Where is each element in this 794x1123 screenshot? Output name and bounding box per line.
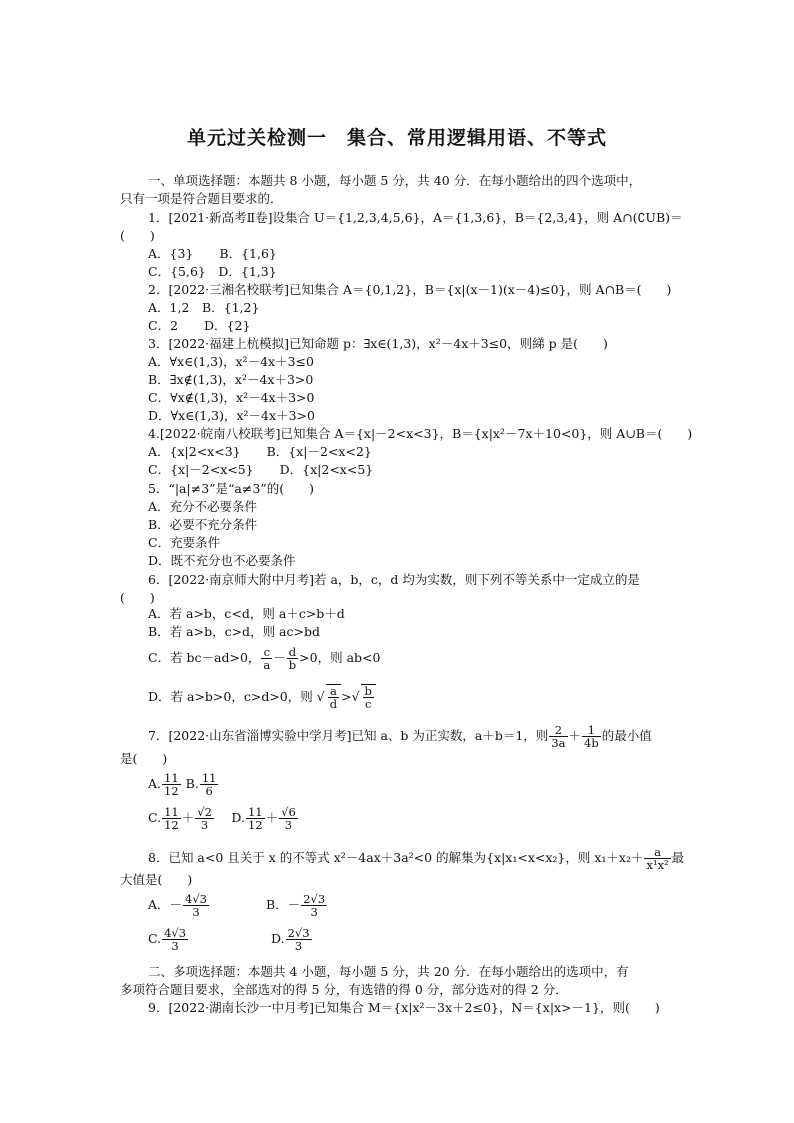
fraction-c-over-a: $\frac{c}{a}$	[263, 645, 271, 672]
q6-paren: ( )	[120, 590, 155, 605]
q7-options-cd	[148, 806, 708, 831]
q6-option-a: A．若 a>b，c<d，则 a＋c>b＋d	[148, 606, 345, 621]
section2-intro: 二、多项选择题：本题共 4 小题，每小题 5 分，共 20 分．在每小题给出的选项中，有	[148, 964, 629, 979]
q1-option-a: A．{3}	[148, 246, 194, 261]
q8-option-b: B．－ $\frac{2√3}{3}$	[265, 892, 326, 919]
q7-option-d: D. $\frac{11}{12}$ ＋ $\frac{√6}{3}$	[231, 805, 296, 832]
section1-intro-cont: 只有一项是符合题目要求的．	[120, 191, 283, 206]
page-title: 单元过关检测一 集合、常用逻辑用语、不等式	[186, 127, 607, 149]
q2-option-b: B．{1,2}	[201, 300, 260, 315]
q8-stem: 8．已知 a<0 且关于 x 的不等式 x²－4ax＋3a²<0 的解集为{x|x₁<x<x₂}，则 x₁＋x₂＋ $\frac{a}{\text{x¹x²}}$ 最	[148, 845, 685, 872]
section1-intro: 一、单项选择题：本题共 8 小题，每小题 5 分，共 40 分．在每小题给出的四个选项中，	[148, 173, 642, 188]
q6-option-b: B．若 a>b，c>d，则 ac>bd	[148, 624, 320, 639]
q4-options-cd	[148, 462, 708, 478]
q4-option-d: D．{x|2<x<5}	[279, 462, 374, 477]
q5-stem: 5．“|a|≠3”是“a≠3”的( )	[148, 481, 314, 496]
fraction-1-over-4b: $\frac{1}{4b}$	[584, 723, 599, 750]
q7-options-ab	[148, 772, 708, 797]
q1-stem: 1．[2021·新高考Ⅱ卷]设集合 U＝{1,2,3,4,5,6}，A＝{1,3,6}，B＝{2,3,4}，则 A∩(∁UB)＝	[148, 210, 683, 225]
q1-option-b: B．{1,6}	[219, 246, 277, 261]
q2-options-cd	[148, 318, 708, 334]
q8-options-cd	[148, 927, 708, 952]
q1-paren: ( )	[120, 228, 155, 243]
q5-option-b: B．必要不充分条件	[148, 517, 258, 532]
q8-options-ab	[148, 893, 708, 918]
sqrt-icon: √	[351, 689, 360, 704]
q3-stem: 3．[2022·福建上杭模拟]已知命题 p：∃x∈(1,3)，x²－4x＋3≤0，则綈 p 是( )	[148, 336, 608, 351]
q2-options-ab	[148, 300, 708, 316]
q7-stem-cont: 是( )	[120, 751, 168, 766]
section2-intro-cont: 多项符合题目要求，全部选对的得 5 分，有选错的得 0 分，部分选对的得 2 分．	[120, 982, 568, 997]
q3-option-c: C．∀x∉(1,3)，x²－4x＋3>0	[148, 390, 315, 405]
q6-option-d: D．若 a>b>0，c>d>0，则 √ $\frac{a}{d}$ >√ $\frac{b}{c}$	[148, 684, 708, 710]
q3-option-b: B．∃x∉(1,3)，x²－4x＋3>0	[148, 372, 314, 387]
q8-option-d: D. $\frac{2√3}{3}$	[271, 926, 310, 953]
q4-stem: 4.[2022·皖南八校联考]已知集合 A＝{x|－2<x<3}，B＝{x|x²－7x＋10<0}，则 A∪B＝( )	[148, 426, 693, 441]
fraction-a-over-x1x2: $\frac{a}{\text{x¹x²}}$	[646, 845, 669, 872]
fraction-2-over-3a: $\frac{2}{3a}$	[551, 723, 566, 750]
q5-option-a: A．充分不必要条件	[148, 499, 258, 514]
q9-stem: 9．[2022·湖南长沙一中月考]已知集合 M＝{x|x²－3x＋2≤0}，N＝{x|x>－1}，则( )	[148, 1000, 660, 1015]
q1-options-ab	[148, 246, 708, 262]
q1-options-cd	[148, 264, 708, 280]
q7-option-b: B. $\frac{11}{6}$	[185, 771, 217, 798]
fraction-b-over-c: $\frac{b}{c}$	[364, 684, 372, 711]
q1-option-d: D．{1,3}	[218, 264, 277, 279]
q3-option-a: A．∀x∈(1,3)，x²－4x＋3≤0	[148, 354, 314, 369]
fraction-a-over-d: $\frac{a}{d}$	[329, 684, 338, 711]
q5-option-c: C．充要条件	[148, 535, 221, 550]
q3-option-d: D．∀x∈(1,3)，x²－4x＋3>0	[148, 408, 315, 423]
q8-stem-cont: 大值是( )	[120, 872, 193, 887]
q8-option-a: A．－ $\frac{4√3}{3}$	[148, 892, 207, 919]
q6-stem: 6．[2022·南京师大附中月考]若 a，b，c，d 均为实数，则下列不等关系中一定成立的是	[148, 572, 640, 587]
q2-option-d: D．{2}	[204, 318, 251, 333]
q4-option-b: B．{x|－2<x<2}	[266, 444, 372, 459]
q7-stem: 7．[2022·山东省淄博实验中学月考]已知 a、b 为正实数，a＋b＝1，则 $\frac{2}{3a}$ ＋ $\frac{1}{4b}$ 的最小值	[148, 723, 652, 750]
q4-options-ab	[148, 444, 708, 460]
fraction-d-over-b: $\frac{d}{b}$	[288, 645, 297, 672]
q2-stem: 2．[2022·三湘名校联考]已知集合 A＝{0,1,2}，B＝{x|(x－1)(x－4)≤0}，则 A∩B＝( )	[148, 282, 672, 297]
q7-option-a: A. $\frac{11}{12}$	[148, 771, 179, 798]
sqrt-icon: √	[316, 689, 325, 704]
q4-option-c: C．{x|－2<x<5}	[148, 462, 254, 477]
q1-option-c: C．{5,6}	[148, 264, 206, 279]
q8-option-c: C. $\frac{4√3}{3}$	[148, 926, 187, 953]
q6-option-c: C．若 bc－ad>0， $\frac{c}{a}$ － $\frac{d}{b}$ >0，则 ab<0	[148, 645, 381, 672]
q4-option-a: A．{x|2<x<3}	[148, 444, 241, 459]
q2-option-c: C．2	[148, 318, 179, 333]
q5-option-d: D．既不充分也不必要条件	[148, 553, 296, 568]
q2-option-a: A．1,2	[148, 300, 190, 315]
q7-option-c: C. $\frac{11}{12}$ ＋ $\frac{√2}{3}$	[148, 805, 212, 832]
